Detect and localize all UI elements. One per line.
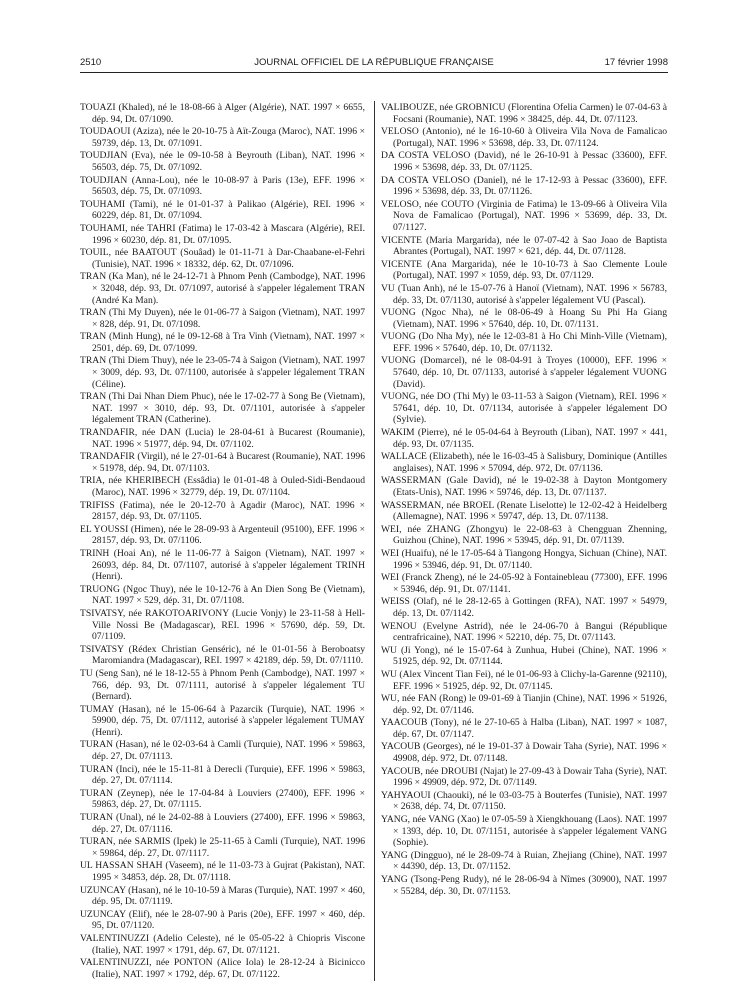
register-entry: EL YOUSSI (Himen), née le 28-09-93 à Argenteuil (95100), EFF. 1996 × 28157, dép. 93, Dt. 07/1106. — [80, 523, 365, 547]
register-entry: TSIVATSY (Rédex Christian Genséric), né le 01-01-56 à Beroboatsy Maromiandra (Madagascar), REI. 1997 × 42189, dép. 59, Dt. 07/1110. — [80, 643, 365, 667]
register-entry: TOUDJIAN (Eva), née le 09-10-58 à Beyrouth (Liban), NAT. 1996 × 56503, dép. 75, Dt. 07/1092. — [80, 150, 365, 173]
register-entry: YAACOUB (Tony), né le 27-10-65 à Halba (Liban), NAT. 1997 × 1087, dép. 67, Dt. 07/1147. — [381, 717, 667, 740]
register-entry: YAHYAOUI (Chaouki), né le 03-03-75 à Bouterfes (Tunisie), NAT. 1997 × 2638, dép. 74, Dt. 07/1150. — [381, 789, 667, 813]
register-entry: DA COSTA VELOSO (Daniel), né le 17-12-93 à Pessac (33600), EFF. 1996 × 53698, dép. 33, Dt. 07/1126. — [381, 174, 667, 198]
register-entry: YANG (Tsong-Peng Rudy), né le 28-06-94 à Nîmes (30900), NAT. 1997 × 55284, dép. 30, Dt. 07/1153. — [381, 874, 667, 897]
register-entry: YANG, née VANG (Xao) le 07-05-59 à Xiengkhouang (Laos). NAT. 1997 × 1393, dép. 10, Dt. 07/1151, autorisée à s'appeler légalement VANG (Sophie). — [381, 814, 667, 849]
register-entry: TRIA, née KHERIBECH (Essâdia) le 01-01-48 à Ouled-Sidi-Bendaoud (Maroc), NAT. 1996 × 32779, dép. 19, Dt. 07/1104. — [80, 475, 365, 498]
register-entry: TOUHAMI, née TAHRI (Fatima) le 17-03-42 à Mascara (Algérie), REI. 1996 × 60230, dép. 81, Dt. 07/1095. — [80, 222, 365, 246]
register-entry: WU (Alex Vincent Tian Fei), né le 01-06-93 à Clichy-la-Garenne (92110), EFF. 1996 × 51925, dép. 92, Dt. 07/1145. — [381, 668, 667, 692]
register-entry: WEI (Huaifu), né le 17-05-64 à Tiangong Hongya, Sichuan (Chine), NAT. 1996 × 53946, dép. 91, Dt. 07/1140. — [381, 547, 667, 571]
header-rule — [80, 72, 668, 73]
register-entry: UZUNCAY (Elif), née le 28-07-90 à Paris (20e), EFF. 1997 × 460, dép. 95, Dt. 07/1120. — [80, 908, 365, 932]
register-entry: WALLACE (Elizabeth), née le 16-03-45 à Salisbury, Dominique (Antilles anglaises), NAT. 1996 × 57094, dép. 972, Dt. 07/1136. — [381, 451, 667, 474]
page-number: 2510 — [80, 57, 102, 68]
register-entry: TOUAZI (Khaled), né le 18-08-66 à Alger (Algérie), NAT. 1997 × 6655, dép. 94, Dt. 07/1090. — [80, 102, 365, 125]
register-entry: TURAN (Unal), né le 24-02-88 à Louviers (27400), EFF. 1996 × 59863, dép. 27, Dt. 07/1116. — [80, 812, 365, 835]
register-entry: UZUNCAY (Hasan), né le 10-10-59 à Maras (Turquie), NAT. 1997 × 460, dép. 95, Dt. 07/1119. — [80, 884, 365, 908]
register-entry: VUONG, née DO (Thi My) le 03-11-53 à Saigon (Vietnam), REI. 1996 × 57641, dép. 10, Dt. 07/1134, autorisée à s'appeler légalement DO (Sylvie). — [381, 391, 667, 426]
register-entry: TURAN (Inci), née le 15-11-81 à Derecli (Turquie), EFF. 1996 × 59863, dép. 27, Dt. 07/1114. — [80, 763, 365, 787]
register-entry: VU (Tuan Anh), né le 15-07-76 à Hanoï (Vietnam), NAT. 1996 × 56783, dép. 33, Dt. 07/1130, autorisé à s'appeler légalement VU (Pascal). — [381, 282, 667, 306]
register-entry: YANG (Dingguo), né le 28-09-74 à Ruian, Zhejiang (Chine), NAT. 1997 × 44390, dép. 13, Dt. 07/1152. — [381, 849, 667, 873]
register-entry: WAKIM (Pierre), né le 05-04-64 à Beyrouth (Liban), NAT. 1997 × 441, dép. 93, Dt. 07/1135. — [381, 427, 667, 450]
register-entry: TURAN, née SARMIS (Ipek) le 25-11-65 à Camli (Turquie), NAT. 1996 × 59864, dép. 27, Dt. 07/1117. — [80, 836, 365, 859]
register-entry: TSIVATSY, née RAKOTOARIVONY (Lucie Vonjy) le 23-11-58 à Hell-Ville Nossi Be (Madagascar), REI. 1996 × 57690, dép. 59, Dt. 07/1109. — [80, 607, 365, 643]
register-entry: TRUONG (Ngoc Thuy), née le 10-12-76 à An Dien Song Be (Vietnam), NAT. 1997 × 529, dép. 31, Dt. 07/1108. — [80, 583, 365, 607]
register-entry: WASSERMAN (Gale David), né le 19-02-38 à Dayton Montgomery (Etats-Unis), NAT. 1996 × 59746, dép. 13, Dt. 07/1137. — [381, 475, 667, 498]
register-entry: TOUDJIAN (Anna-Lou), née le 10-08-97 à Paris (13e), EFF. 1996 × 56503, dép. 75, Dt. 07/1093. — [80, 174, 365, 198]
column-divider — [374, 101, 375, 981]
register-entry: TRAN (Thi My Duyen), née le 01-06-77 à Saigon (Vietnam), NAT. 1997 × 828, dép. 91, Dt. 07/1098. — [80, 307, 365, 330]
register-entry: TRIFISS (Fatima), née le 20-12-70 à Agadir (Maroc), NAT. 1996 × 28157, dép. 93, Dt. 07/1105. — [80, 499, 365, 523]
register-entry: TRAN (Thi Dai Nhan Diem Phuc), née le 17-02-77 à Song Be (Vietnam), NAT. 1997 × 3010, dép. 93, Dt. 07/1101, autorisée à s'appeler légalement TRAN (Catherine). — [80, 391, 365, 426]
register-entry: TRAN (Thi Diem Thuy), née le 23-05-74 à Saigon (Vietnam), NAT. 1997 × 3009, dép. 93, Dt. 07/1100, autorisée à s'appeler légalement TRAN (Céline). — [80, 355, 365, 390]
register-entry: TOUDAOUI (Aziza), née le 20-10-75 à Aït-Zouga (Maroc), NAT. 1996 × 59739, dép. 13, Dt. 07/1091. — [80, 126, 365, 149]
left-column — [80, 102, 365, 981]
register-entry: VUONG (Ngoc Nha), né le 08-06-49 à Hoang Su Phi Ha Giang (Vietnam), NAT. 1996 × 57640, dép. 10, Dt. 07/1131. — [381, 307, 667, 330]
register-entry: TRINH (Hoai An), né le 11-06-77 à Saigon (Vietnam), NAT. 1997 × 26093, dép. 84, Dt. 07/1107, autorisé à s'appeler légalement TRINH (Henri). — [80, 547, 365, 583]
issue-date: 17 février 1998 — [604, 57, 668, 68]
register-entry: TOUIL, née BAATOUT (Souâad) le 01-11-71 à Dar-Chaabane-el-Fehri (Tunisie), NAT. 1996 × 18332, dép. 62, Dt. 07/1096. — [80, 247, 365, 270]
register-entry: TRAN (Minh Hung), né le 09-12-68 à Tra Vinh (Vietnam), NAT. 1997 × 2501, dép. 69, Dt. 07/1099. — [80, 331, 365, 354]
register-entry: TURAN (Hasan), né le 02-03-64 à Camli (Turquie), NAT. 1996 × 59863, dép. 27, Dt. 07/1113. — [80, 739, 365, 763]
register-entry: VICENTE (Ana Margarida), née le 10-10-73 à Sao Clemente Loule (Portugal), NAT. 1997 × 1059, dép. 93, Dt. 07/1129. — [381, 258, 667, 282]
register-entry: WASSERMAN, née BROEL (Renate Liselotte) le 12-02-42 à Heidelberg (Allemagne), NAT. 1996 × 59747, dép. 13, Dt. 07/1138. — [381, 499, 667, 523]
register-entry: TRANDAFIR, née DAN (Lucia) le 28-04-61 à Bucarest (Roumanie), NAT. 1996 × 51977, dép. 94, Dt. 07/1102. — [80, 427, 365, 450]
register-entry: WENOU (Evelyne Astrid), née le 24-06-70 à Bangui (République centrafricaine), NAT. 1996 × 52210, dép. 75, Dt. 07/1143. — [381, 620, 667, 644]
register-entry: VELOSO, née COUTO (Virginia de Fatima) le 13-09-66 à Oliveira Vila Nova de Famalicao (Portugal), NAT. 1996 × 53699, dép. 33, Dt. 07/1127. — [381, 198, 667, 233]
register-entry: VALENTINUZZI, née PONTON (Alice Iola) le 28-12-24 à Bicinicco (Italie), NAT. 1997 × 1792, dép. 67, Dt. 07/1122. — [80, 957, 365, 980]
register-entry: TUMAY (Hasan), né le 15-06-64 à Pazarcik (Turquie), NAT. 1996 × 59900, dép. 75, Dt. 07/1112, autorisé à s'appeler légalement TUMAY (Henri). — [80, 703, 365, 738]
register-entry: VELOSO (Antonio), né le 16-10-60 à Oliveira Vila Nova de Famalicao (Portugal), NAT. 1996 × 53698, dép. 33, Dt. 07/1124. — [381, 126, 667, 149]
register-entry: TOUHAMI (Tami), né le 01-01-37 à Palikao (Algérie), REI. 1996 × 60229, dép. 81, Dt. 07/1094. — [80, 198, 365, 222]
register-entry: WEI (Franck Zheng), né le 24-05-92 à Fontainebleau (77300), EFF. 1996 × 53946, dép. 91, Dt. 07/1141. — [381, 572, 667, 595]
register-entry: WU, née FAN (Rong) le 09-01-69 à Tianjin (Chine), NAT. 1996 × 51926, dép. 92, Dt. 07/1146. — [381, 693, 667, 716]
register-entry: WEI, née ZHANG (Zhongyu) le 22-08-63 à Chengguan Zhenning, Guizhou (Chine), NAT. 1996 × 53945, dép. 91, Dt. 07/1139. — [381, 523, 667, 547]
register-entry: DA COSTA VELOSO (David), né le 26-10-91 à Pessac (33600), EFF. 1996 × 53698, dép. 33, Dt. 07/1125. — [381, 150, 667, 173]
register-entry: VALIBOUZE, née GROBNICU (Florentina Ofelia Carmen) le 07-04-63 à Focsani (Roumanie), NAT. 1996 × 38425, dép. 44, Dt. 07/1123. — [381, 102, 667, 125]
register-entry: TURAN (Zeynep), née le 17-04-84 à Louviers (27400), EFF. 1996 × 59863, dép. 27, Dt. 07/1115. — [80, 787, 365, 811]
page-header — [80, 57, 668, 73]
register-entry: VUONG (Do Nha My), née le 12-03-81 à Ho Chi Minh-Ville (Vietnam), EFF. 1996 × 57640, dép. 10, Dt. 07/1132. — [381, 331, 667, 354]
register-entry: TRAN (Ka Man), né le 24-12-71 à Phnom Penh (Cambodge), NAT. 1996 × 32048, dép. 93, Dt. 07/1097, autorisé à s'appeler légalement TRAN (André Ka Man). — [80, 271, 365, 306]
register-entry: UL HASSAN SHAH (Vaseem), né le 11-03-73 à Gujrat (Pakistan), NAT. 1995 × 34853, dép. 28, Dt. 07/1118. — [80, 860, 365, 883]
register-entry: WU (Ji Yong), né le 15-07-64 à Zunhua, Hubei (Chine), NAT. 1996 × 51925, dép. 92, Dt. 07/1144. — [381, 644, 667, 668]
register-entry: YACOUB, née DROUBI (Najat) le 27-09-43 à Dowair Taha (Syrie), NAT. 1996 × 49909, dép. 972, Dt. 07/1149. — [381, 765, 667, 789]
journal-title: JOURNAL OFFICIEL DE LA RÉPUBLIQUE FRANÇAISE — [254, 57, 494, 68]
register-entry: VUONG (Domarcel), né le 08-04-91 à Troyes (10000), EFF. 1996 × 57640, dép. 10, Dt. 07/1133, autorisé à s'appeler légalement VUONG (David). — [381, 355, 667, 390]
register-entry: TRANDAFIR (Virgil), né le 27-01-64 à Bucarest (Roumanie), NAT. 1996 × 51978, dép. 94, Dt. 07/1103. — [80, 451, 365, 474]
register-entry: YACOUB (Georges), né le 19-01-37 à Dowair Taha (Syrie), NAT. 1996 × 49908, dép. 972, Dt. 07/1148. — [381, 741, 667, 765]
register-entry: WEISS (Olaf), né le 28-12-65 à Gottingen (RFA), NAT. 1997 × 54979, dép. 13, Dt. 07/1142. — [381, 596, 667, 619]
register-entry: TU (Seng San), né le 18-12-55 à Phnom Penh (Cambodge), NAT. 1997 × 766, dép. 93, Dt. 07/1111, autorisé à s'appeler légalement TU (Bernard). — [80, 667, 365, 703]
register-entry: VICENTE (Maria Margarida), née le 07-07-42 à Sao Joao de Baptista Abrantes (Portugal), NAT. 1997 × 621, dép. 44, Dt. 07/1128. — [381, 234, 667, 258]
register-entry: VALENTINUZZI (Adelio Celeste), né le 05-05-22 à Chiopris Viscone (Italie), NAT. 1997 × 1791, dép. 67, Dt. 07/1121. — [80, 932, 365, 956]
right-column — [381, 102, 667, 898]
